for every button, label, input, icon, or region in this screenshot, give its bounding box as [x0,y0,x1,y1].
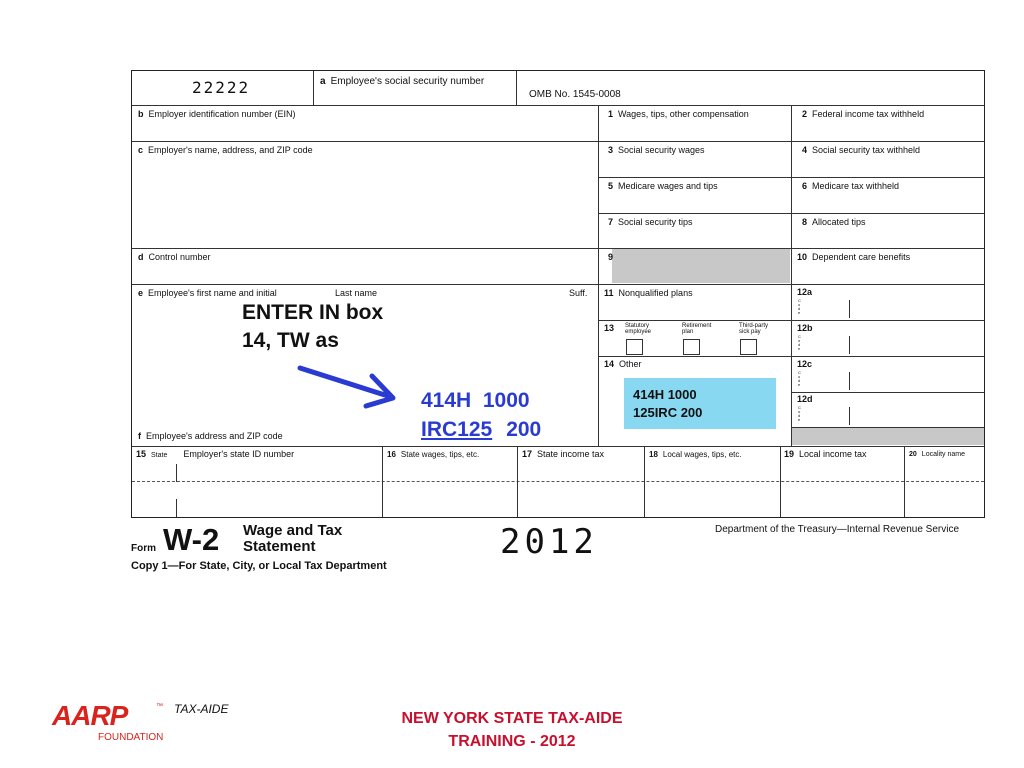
box-12a-label: 12a [797,287,813,297]
box-12d-label: 12d [797,394,813,404]
box-1-label: 1 Wages, tips, other compensation [608,109,749,119]
copy-line: Copy 1—For State, City, or Local Tax Department [131,560,387,572]
row-line [132,248,598,249]
box-3-label: 3 Social security wages [608,145,705,155]
dotted-line [132,481,984,482]
aarp-logo-text: AARP [52,700,128,731]
col-line [644,446,645,517]
row-line [132,141,598,142]
col-line [313,71,314,105]
form-number: 22222 [192,78,251,97]
subtitle-line1: Wage and Tax [243,522,343,539]
irs-department: Department of the Treasury—Internal Revenue Service [715,524,960,535]
form-subtitle [243,523,342,555]
instruction-line2: 14, TW as [242,329,339,352]
col-line [382,446,383,517]
form-year: 2012 [500,522,598,562]
box-14-line2: 125IRC 200 [633,405,703,420]
form-name: W-2 [163,522,220,557]
row-line [598,177,984,178]
box-c-label: c Employer's name, address, and ZIP code [138,145,313,155]
row-line [598,141,984,142]
box-d-label: d Control number [138,252,211,262]
row-line [132,284,598,285]
box-10-label: 10 Dependent care benefits [797,252,911,262]
entry-code-irc125: IRC125 [421,418,493,441]
row-line [132,105,984,106]
box-18-label: 18 Local wages, tips, etc. [649,450,742,459]
box-12c-code: Code [798,370,801,387]
box-9-label: 9 [608,252,614,262]
tax-aide-mark: TAX-AIDE [174,702,229,716]
aarp-tm: ™ [156,703,163,710]
box-13-thirdparty: Third-party sick pay [739,323,769,335]
instruction-line1: ENTER IN box [242,301,384,324]
omb-number: OMB No. 1545-0008 [529,89,621,100]
box-12c-label: 12c [797,359,813,369]
row-line [598,320,791,321]
training-line2: TRAINING - 2012 [448,733,576,750]
box-14-highlight [624,378,776,429]
box-12b-label: 12b [797,323,813,333]
box-19-label: 19 Local income tax [784,449,867,459]
state-tick [176,499,177,517]
entry-line1: 414H 1000 [421,389,530,412]
col-line [517,446,518,517]
box-20-label: 20 Locality name [909,451,965,458]
arrow-icon [296,362,406,412]
training-line1: NEW YORK STATE TAX-AIDE [401,710,623,727]
box-7-label: 7 Social security tips [608,217,693,227]
box-6-label: 6 Medicare tax withheld [802,181,900,191]
box-11-label: 11 Nonqualified plans [604,288,693,298]
box-e-label: e Employee's first name and initial [138,288,277,298]
w2-form [131,70,985,518]
row-line [791,356,984,357]
box-12d-divider [849,407,850,425]
instruction-text [242,299,383,355]
box-2-label: 2 Federal income tax withheld [802,109,925,119]
aarp-foundation: FOUNDATION [98,732,164,743]
box-a-label: a Employee's social security number [320,76,485,87]
box-5-label: 5 Medicare wages and tips [608,181,718,191]
entry-amount-200: 200 [506,418,542,441]
box-14-line1: 414H 1000 [633,387,697,402]
box-13-statutory: Statutory employee [625,323,652,335]
box-12d-code: Code [798,405,801,422]
box-f-label: f Employee's address and ZIP code [138,431,283,441]
row-line [598,213,984,214]
box-12a-divider [849,300,850,318]
box-15-label: 15 State Employer's state ID number [136,449,295,459]
box-b-label: b Employer identification number (EIN) [138,109,296,119]
box-8-label: 8 Allocated tips [802,217,866,227]
box-13-retirement: Retirement plan [682,323,712,335]
box-e-last-name: Last name [335,288,378,298]
form-word: Form [131,543,156,554]
subtitle-line2: Statement [243,538,316,555]
training-title [312,707,712,753]
box-e-suffix: Suff. [569,288,588,298]
col-line [904,446,905,517]
retirement-plan-checkbox[interactable] [683,339,700,355]
col-line [780,446,781,517]
row-line [132,446,984,447]
box-16-label: 16 State wages, tips, etc. [387,450,480,459]
box-12b-code: Code [798,334,801,351]
col-line [516,71,517,105]
row-line [791,320,984,321]
box-14-label: 14 Other [604,359,642,369]
entry-line2 [421,415,541,444]
row-line [791,392,984,393]
box-12a-code: Code [798,298,801,315]
entry-text [421,386,541,444]
box-12c-divider [849,372,850,390]
col-line [791,105,792,446]
col-line [598,105,599,446]
third-party-sick-pay-checkbox[interactable] [740,339,757,355]
box-17-label: 17 State income tax [522,449,605,459]
aarp-logo [52,701,252,747]
row-line [598,284,984,285]
box-9-shade [612,249,790,283]
box-13-label: 13 [604,323,615,333]
statutory-employee-checkbox[interactable] [626,339,643,355]
box-12-shade [792,428,984,445]
box-4-label: 4 Social security tax withheld [802,145,921,155]
state-tick [176,464,177,482]
row-line [598,356,791,357]
box-12b-divider [849,336,850,354]
